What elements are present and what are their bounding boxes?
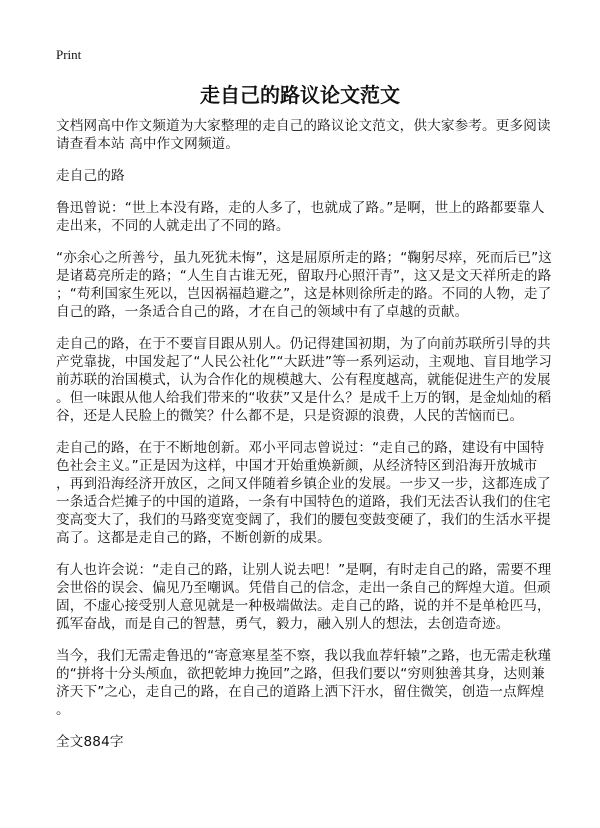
text-line: 当今，我们无需走鲁迅的“寄意寒星荃不察，我以我血荐轩辕”之路，也无需走秋瑾	[56, 648, 552, 664]
text-line: 谷，还是人民脸上的微笑？什么都不是，只是资源的浪费，人民的苦恼而已。	[56, 408, 524, 424]
text-line: 孤军奋战，而是自己的智慧，勇气，毅力，融入别人的想法，去创造奇迹。	[56, 616, 510, 632]
text-line: 。但一味跟从他人给我们带来的“收获”又是什么？是成千上万的钢，是金灿灿的稻	[56, 390, 552, 406]
text-line: 走自己的路	[56, 168, 125, 184]
text-line: 会世俗的误会、偏见乃至嘲讽。凭借自己的信念，走出一条自己的辉煌大道。但顽	[56, 580, 551, 596]
text-line: 一条适合烂摊子的中国的道路，一条有中国特色的道路，我们无法否认我们的住宅	[56, 494, 551, 510]
text-line: 有人也许会说：“走自己的路，让别人说去吧！”是啊，有时走自己的路，需要不理	[56, 562, 552, 578]
paragraph	[56, 335, 556, 425]
text-line: 文档网高中作文频道为大家整理的走自己的路议论文范文，供大家参考。更多阅读	[56, 118, 551, 134]
print-label[interactable]: Print	[56, 47, 82, 62]
paragraph	[56, 561, 556, 633]
text-line: 济天下”之心，走自己的路，在自己的道路上洒下汗水，留住微笑，创造一点辉煌	[56, 684, 545, 700]
document-body	[56, 117, 556, 765]
paragraph	[56, 199, 556, 235]
text-line: ；“苟利国家生死以，岂因祸福趋避之”，这是林则徐所走的路。不同的人物，走了	[56, 286, 552, 302]
intro-paragraph	[56, 117, 556, 153]
text-line: 色社会主义。”正是因为这样，中国才开始重焕新颜，从经济特区到沿海开放城市	[56, 458, 538, 474]
text-line: 请查看本站 高中作文网频道。	[56, 136, 240, 152]
text-line: 前苏联的治国模式，认为合作化的规模越大、公有程度越高，就能促进生产的发展	[56, 372, 551, 388]
text-line: 走自己的路，在于不要盲目跟从别人。仍记得建国初期，为了向前苏联所引导的共	[56, 336, 551, 352]
page-title: 走自己的路议论文范文	[200, 83, 400, 107]
text-line: 是诸葛亮所走的路；“人生自古谁无死，留取丹心照汗青”，这又是文天祥所走的路	[56, 268, 552, 284]
text-line: “亦余心之所善兮，虽九死犹未悔”，这是屈原所走的路；“鞠躬尽瘁，死而后已”这	[56, 250, 553, 266]
text-line: 高了。这都是走自己的路，不断创新的成果。	[56, 530, 331, 546]
paragraph	[56, 249, 556, 321]
text-line: 固，不虚心接受别人意见就是一种极端做法。走自己的路，说的并不是单枪匹马，	[56, 598, 551, 614]
text-line: 产党靠拢，中国发起了“人民公社化”“大跃进”等一系列运动，主观地、盲目地学习	[56, 354, 553, 370]
text-line: 鲁迅曾说：“世上本没有路，走的人多了，也就成了路。”是啊，世上的路都要靠人	[56, 200, 545, 216]
paragraph	[56, 647, 556, 719]
text-line: 走出来，不同的人就走出了不同的路。	[56, 218, 290, 234]
text-line: ，再到沿海经济开放区，之间又伴随着乡镇企业的发展。一步又一步，这都连成了	[56, 476, 551, 492]
text-line: 自己的路，一条适合自己的路，才在自己的领域中有了卓越的贡献。	[56, 304, 469, 320]
text-line: 变高变大了，我们的马路变宽变阔了，我们的腰包变鼓变硬了，我们的生活水平提	[56, 512, 551, 528]
word-count	[56, 733, 556, 751]
text-line: 走自己的路，在于不断地创新。邓小平同志曾说过：“走自己的路，建设有中国特	[56, 440, 545, 456]
text-line: 的“拼将十分头颅血，欲把乾坤力挽回”之路，但我们要以“穷则独善其身，达则兼	[56, 666, 545, 682]
text-line: 全文884字	[56, 734, 124, 750]
paragraph	[56, 439, 556, 547]
section-heading	[56, 167, 556, 185]
text-line: 。	[56, 702, 70, 718]
